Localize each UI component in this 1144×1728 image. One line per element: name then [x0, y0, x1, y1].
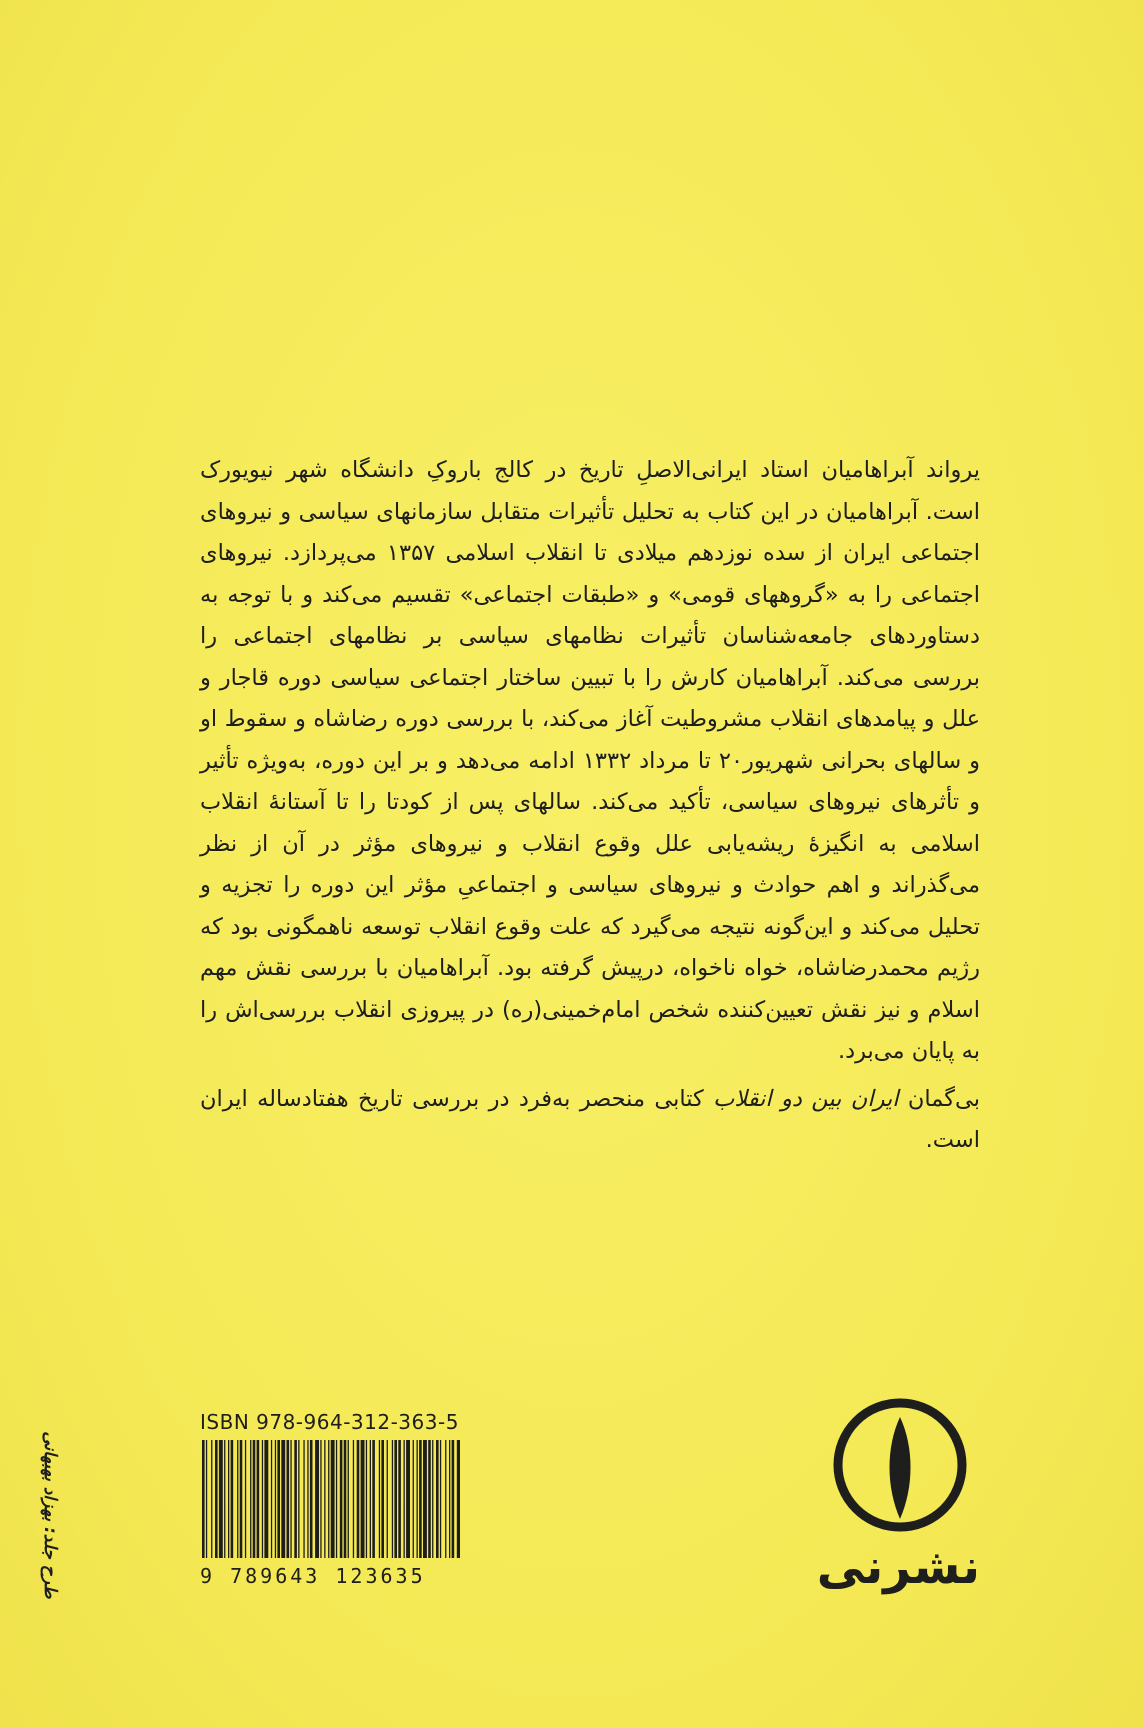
barcode-bar [310, 1440, 313, 1558]
barcode-bar [253, 1440, 256, 1558]
barcode-bar [404, 1440, 405, 1558]
publisher-name: نشرنی [816, 1539, 980, 1595]
barcode-bar [324, 1440, 325, 1558]
closing-text-end: کتابی منحصر به‌فرد در بررسی تاریخ هفتادساله ایران است. [200, 1085, 980, 1153]
barcode-bar [392, 1440, 393, 1558]
blurb-paragraph: یرواند آبراهامیان استاد ایرانی‌الاصلِ تاریخ در کالج باروکِ دانشگاه شهر نیویورک است. آبراهامیان در این کتاب به تحلیل تأثیرات متقابل سازمانهای سیاسی و نیروهای اجتماعی ایران از سده نوزدهم میلادی تا انقلاب اسلامی ۱۳۵۷ می‌پردازد. نیروهای اجتماعی را به «گروههای قومی» و «طبقات اجتماعی» تقسیم می‌کند و با توجه به دستاوردهای جامعه‌شناسان تأثیرات نظامهای سیاسی بر نظامهای اجتماعی را بررسی می‌کند. آبراهامیان کارش را با تبیین ساختار اجتماعی سیاسی دوره قاجار و علل و پیامدهای انقلاب مشروطیت آغاز می‌کند، با بررسی دوره رضاشاه و سقوط او و سالهای بحرانی شهریور۲۰ تا مرداد ۱۳۳۲ ادامه می‌دهد و بر این دوره، به‌ویژه تأثیر و تأثرهای نیروهای سیاسی، تأکید می‌کند. سالهای پس از کودتا را تا آستانهٔ انقلاب اسلامی به انگیزهٔ ریشه‌یابی علل وقوع انقلاب و نیروهای مؤثر در آن از نظر می‌گذراند و اهم حوادث و نیروهای سیاسی و اجتماعیِ مؤثر این دوره را تجزیه و تحلیل می‌کند و این‌گونه نتیجه می‌گیرد که علت وقوع انقلاب توسعه ناهمگونی بود که رژیم محمدرضاشاه، خواه ناخواه، درپیش گرفته بود. آبراهامیان با بررسی نقش مهم اسلام و نیز نقش تعیین‌کننده شخص امام‌خمینی(ره) در پیروزی انقلاب بررسی‌اش را به پایان می‌برد. [200, 457, 980, 1064]
barcode-bar [315, 1440, 319, 1558]
barcode-bar [445, 1440, 446, 1558]
barcode-bar [423, 1440, 427, 1558]
barcode-bar [206, 1440, 207, 1558]
barcode-bar [250, 1440, 251, 1558]
barcode-bar [387, 1440, 388, 1558]
barcode-bar [237, 1440, 238, 1558]
barcode-bar [281, 1440, 285, 1558]
barcode-bar [398, 1440, 401, 1558]
barcode-bar [231, 1440, 234, 1558]
book-title-italic: ایران بین دو انقلاب [713, 1085, 899, 1112]
blurb-closing-line [200, 1079, 980, 1162]
back-cover-blurb [200, 450, 980, 1162]
barcode-digits: 9 789643 123635 [200, 1564, 426, 1588]
barcode-bar [303, 1440, 304, 1558]
barcode-bar [361, 1440, 365, 1558]
cover-designer-credit [30, 1430, 70, 1600]
barcode-bar [224, 1440, 225, 1558]
reed-leaf-icon [830, 1395, 970, 1535]
barcode-bar [294, 1440, 297, 1558]
barcode-bar [440, 1440, 441, 1558]
isbn-barcode-block [200, 1410, 480, 1588]
barcode-bar [331, 1440, 335, 1558]
barcode-bar [336, 1440, 337, 1558]
barcode-bar [379, 1440, 380, 1558]
publisher-logo [816, 1395, 980, 1605]
barcode-bar [417, 1440, 418, 1558]
barcode-bar [457, 1440, 460, 1558]
barcode-bar [262, 1440, 263, 1558]
barcode-bar [307, 1440, 308, 1558]
barcode-bar [275, 1440, 276, 1558]
barcode-bar [432, 1440, 433, 1558]
barcode-bar [452, 1440, 455, 1558]
barcode-bar [202, 1440, 205, 1558]
barcode-bar [419, 1440, 422, 1558]
barcode-bar [271, 1440, 272, 1558]
barcode [200, 1440, 460, 1558]
barcode-bar [357, 1440, 360, 1558]
barcode-bar [381, 1440, 384, 1558]
barcode-bar [406, 1440, 410, 1558]
barcode-bar [340, 1440, 343, 1558]
barcode-bar [366, 1440, 367, 1558]
barcode-bar [394, 1440, 397, 1558]
barcode-bar [287, 1440, 290, 1558]
barcode-bar [257, 1440, 260, 1558]
designer-credit-text: طرح جلد: بهزاد بهبهانی [40, 1431, 60, 1599]
barcode-bar [245, 1440, 246, 1558]
barcode-bar [449, 1440, 450, 1558]
barcode-bar [240, 1440, 243, 1558]
barcode-bar [320, 1440, 321, 1558]
barcode-bar [228, 1440, 229, 1558]
closing-text-start: بی‌گمان [898, 1085, 980, 1112]
barcode-bar [370, 1440, 371, 1558]
barcode-bar [372, 1440, 375, 1558]
barcode-bar [290, 1440, 291, 1558]
barcode-bar [436, 1440, 439, 1558]
barcode-bar [215, 1440, 218, 1558]
isbn-label: ISBN 978-964-312-363-5 [200, 1410, 459, 1434]
barcode-bar [219, 1440, 223, 1558]
barcode-bar [413, 1440, 414, 1558]
barcode-bar [277, 1440, 280, 1558]
barcode-bar [328, 1440, 329, 1558]
barcode-bar [298, 1440, 299, 1558]
barcode-bar [264, 1440, 268, 1558]
barcode-bar [348, 1440, 349, 1558]
barcode-bar [344, 1440, 347, 1558]
barcode-bar [428, 1440, 431, 1558]
barcode-bar [211, 1440, 212, 1558]
barcode-bar [353, 1440, 354, 1558]
